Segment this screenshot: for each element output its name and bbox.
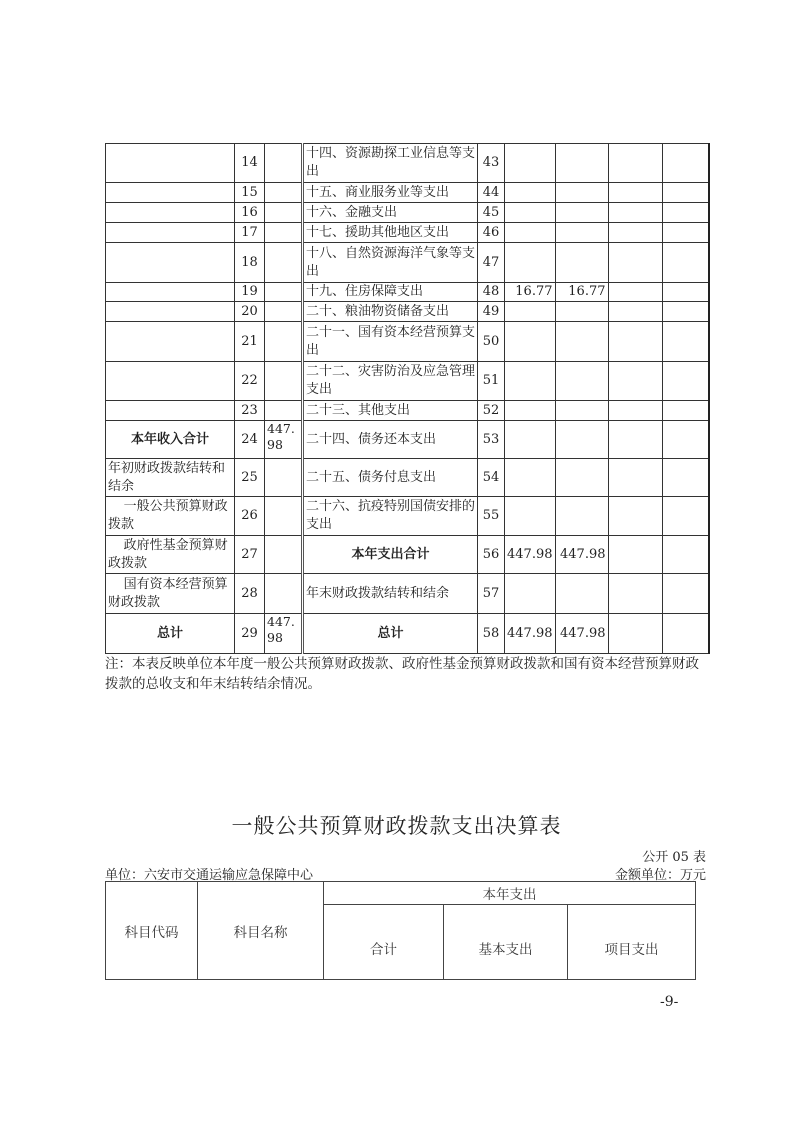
table-row <box>106 144 710 183</box>
expense-item-label: 二十六、抗疫特别国债安排的支出 <box>303 497 478 536</box>
header-total: 合计 <box>324 905 444 980</box>
expense-amount-col2 <box>555 203 608 223</box>
expense-amount-col2 <box>555 459 608 497</box>
expense-item-label: 总计 <box>303 614 478 654</box>
expense-amount-col2 <box>555 362 608 401</box>
expense-amount-col4 <box>662 203 709 223</box>
expense-item-label: 十五、商业服务业等支出 <box>303 183 478 203</box>
expense-item-label: 本年支出合计 <box>303 536 478 574</box>
expense-amount-col3 <box>608 362 662 401</box>
expense-item-label: 二十五、债务付息支出 <box>303 459 478 497</box>
expense-row-number: 48 <box>478 283 505 302</box>
unit-label: 单位：六安市交通运输应急保障中心 <box>105 868 314 883</box>
table-row <box>106 223 710 243</box>
expense-amount-col4 <box>662 421 709 459</box>
income-item-label <box>106 322 235 362</box>
income-amount <box>265 223 303 243</box>
expense-amount-col2 <box>555 243 608 283</box>
expense-row-number: 52 <box>478 401 505 421</box>
table-row <box>106 183 710 203</box>
expense-row-number: 57 <box>478 574 505 614</box>
income-amount <box>265 497 303 536</box>
income-amount: 447.98 <box>265 614 303 654</box>
table-row <box>106 459 710 497</box>
income-amount <box>265 459 303 497</box>
expense-amount-col2 <box>555 421 608 459</box>
table-row <box>106 203 710 223</box>
expense-item-label: 十六、金融支出 <box>303 203 478 223</box>
expense-row-number: 54 <box>478 459 505 497</box>
income-row-number: 17 <box>235 223 265 243</box>
income-item-label <box>106 362 235 401</box>
expense-amount-col3 <box>608 421 662 459</box>
expense-total-amount <box>505 497 556 536</box>
expense-amount-col4 <box>662 362 709 401</box>
expense-amount-col2 <box>555 574 608 614</box>
income-item-label <box>106 183 235 203</box>
expense-row-number: 49 <box>478 302 505 322</box>
expense-item-label: 二十、粮油物资储备支出 <box>303 302 478 322</box>
expense-row-number: 56 <box>478 536 505 574</box>
expense-total-amount <box>505 421 556 459</box>
income-row-number: 18 <box>235 243 265 283</box>
expense-amount-col4 <box>662 283 709 302</box>
income-amount <box>265 362 303 401</box>
expense-amount-col2 <box>555 223 608 243</box>
income-item-label: 一般公共预算财政拨款 <box>106 497 235 536</box>
header-group: 本年支出 <box>324 882 696 905</box>
expense-item-label: 十七、援助其他地区支出 <box>303 223 478 243</box>
income-row-number: 19 <box>235 283 265 302</box>
expense-total-amount <box>505 243 556 283</box>
expense-amount-col4 <box>662 322 709 362</box>
expense-amount-col2 <box>555 302 608 322</box>
expense-amount-col4 <box>662 536 709 574</box>
expense-total-amount: 447.98 <box>505 536 556 574</box>
expense-item-label: 年末财政拨款结转和结余 <box>303 574 478 614</box>
income-item-label <box>106 243 235 283</box>
header-project: 项目支出 <box>568 905 696 980</box>
income-expense-table <box>105 143 710 654</box>
expense-amount-col2: 447.98 <box>555 614 608 654</box>
expense-amount-col3 <box>608 459 662 497</box>
expense-row-number: 46 <box>478 223 505 243</box>
expense-total-amount <box>505 322 556 362</box>
expense-amount-col3 <box>608 144 662 183</box>
table-row <box>106 497 710 536</box>
page-number: -9- <box>660 994 679 1010</box>
expense-amount-col3 <box>608 322 662 362</box>
expenditure-header-table <box>105 881 696 980</box>
expense-amount-col4 <box>662 614 709 654</box>
table-row <box>106 283 710 302</box>
expense-row-number: 50 <box>478 322 505 362</box>
income-amount <box>265 203 303 223</box>
expense-total-amount: 447.98 <box>505 614 556 654</box>
expense-item-label: 二十二、灾害防治及应急管理支出 <box>303 362 478 401</box>
table-row <box>106 362 710 401</box>
expense-amount-col3 <box>608 401 662 421</box>
income-row-number: 24 <box>235 421 265 459</box>
expense-row-number: 43 <box>478 144 505 183</box>
expense-amount-col2 <box>555 183 608 203</box>
income-amount <box>265 536 303 574</box>
income-item-label <box>106 144 235 183</box>
income-item-label <box>106 302 235 322</box>
expense-row-number: 55 <box>478 497 505 536</box>
expense-row-number: 58 <box>478 614 505 654</box>
expense-amount-col2 <box>555 401 608 421</box>
header-basic: 基本支出 <box>444 905 568 980</box>
income-item-label: 国有资本经营预算财政拨款 <box>106 574 235 614</box>
income-item-label: 总计 <box>106 614 235 654</box>
income-row-number: 21 <box>235 322 265 362</box>
income-row-number: 28 <box>235 574 265 614</box>
expense-row-number: 45 <box>478 203 505 223</box>
expense-item-label: 二十一、国有资本经营预算支出 <box>303 322 478 362</box>
expense-amount-col2: 16.77 <box>555 283 608 302</box>
income-item-label <box>106 223 235 243</box>
form-number: 公开 05 表 <box>642 850 706 865</box>
expense-total-amount <box>505 203 556 223</box>
income-amount <box>265 322 303 362</box>
expense-total-amount <box>505 223 556 243</box>
expense-amount-col4 <box>662 183 709 203</box>
expense-total-amount <box>505 574 556 614</box>
table-note: 注：本表反映单位本年度一般公共预算财政拨款、政府性基金预算财政拨款和国有资本经营预算财政拨款的总收支和年末结转结余情况。 <box>105 656 699 692</box>
expense-amount-col2 <box>555 497 608 536</box>
expense-total-amount <box>505 144 556 183</box>
expense-amount-col3 <box>608 223 662 243</box>
income-amount <box>265 283 303 302</box>
page-title: 一般公共预算财政拨款支出决算表 <box>231 814 562 838</box>
expense-total-amount <box>505 183 556 203</box>
expense-amount-col3 <box>608 536 662 574</box>
income-row-number: 15 <box>235 183 265 203</box>
income-item-label: 政府性基金预算财政拨款 <box>106 536 235 574</box>
income-row-number: 22 <box>235 362 265 401</box>
expense-row-number: 47 <box>478 243 505 283</box>
income-row-number: 23 <box>235 401 265 421</box>
expense-item-label: 十八、自然资源海洋气象等支出 <box>303 243 478 283</box>
expense-item-label: 十九、住房保障支出 <box>303 283 478 302</box>
income-amount <box>265 183 303 203</box>
income-row-number: 26 <box>235 497 265 536</box>
table-row <box>106 536 710 574</box>
income-row-number: 25 <box>235 459 265 497</box>
expense-amount-col4 <box>662 574 709 614</box>
expense-amount-col4 <box>662 144 709 183</box>
expense-amount-col4 <box>662 459 709 497</box>
expense-amount-col4 <box>662 223 709 243</box>
income-item-label <box>106 283 235 302</box>
expense-item-label: 二十三、其他支出 <box>303 401 478 421</box>
income-amount <box>265 144 303 183</box>
expense-amount-col3 <box>608 243 662 283</box>
expense-total-amount: 16.77 <box>505 283 556 302</box>
table-row <box>106 614 710 654</box>
expense-amount-col3 <box>608 183 662 203</box>
income-row-number: 27 <box>235 536 265 574</box>
expense-total-amount <box>505 302 556 322</box>
income-row-number: 14 <box>235 144 265 183</box>
income-row-number: 20 <box>235 302 265 322</box>
expense-total-amount <box>505 362 556 401</box>
table-row <box>106 322 710 362</box>
expense-amount-col3 <box>608 283 662 302</box>
table-row <box>106 243 710 283</box>
header-name: 科目名称 <box>198 882 324 980</box>
table-row <box>106 401 710 421</box>
expense-row-number: 44 <box>478 183 505 203</box>
income-amount <box>265 401 303 421</box>
income-row-number: 29 <box>235 614 265 654</box>
income-amount <box>265 243 303 283</box>
income-item-label <box>106 203 235 223</box>
table-row <box>106 421 710 459</box>
expense-item-label: 十四、资源勘探工业信息等支出 <box>303 144 478 183</box>
income-amount: 447.98 <box>265 421 303 459</box>
expense-amount-col4 <box>662 302 709 322</box>
income-item-label <box>106 401 235 421</box>
expense-amount-col3 <box>608 302 662 322</box>
expense-amount-col3 <box>608 203 662 223</box>
expense-amount-col3 <box>608 497 662 536</box>
expense-amount-col4 <box>662 401 709 421</box>
expense-amount-col3 <box>608 614 662 654</box>
expense-row-number: 51 <box>478 362 505 401</box>
table-row <box>106 302 710 322</box>
income-amount <box>265 302 303 322</box>
expense-total-amount <box>505 459 556 497</box>
expense-amount-col2: 447.98 <box>555 536 608 574</box>
income-amount <box>265 574 303 614</box>
expense-amount-col4 <box>662 497 709 536</box>
expense-amount-col2 <box>555 322 608 362</box>
expense-amount-col3 <box>608 574 662 614</box>
expense-amount-col4 <box>662 243 709 283</box>
expense-amount-col2 <box>555 144 608 183</box>
income-item-label: 年初财政拨款结转和结余 <box>106 459 235 497</box>
income-item-label: 本年收入合计 <box>106 421 235 459</box>
expense-row-number: 53 <box>478 421 505 459</box>
amount-unit-label: 金额单位：万元 <box>614 868 706 883</box>
expense-item-label: 二十四、债务还本支出 <box>303 421 478 459</box>
expense-total-amount <box>505 401 556 421</box>
income-row-number: 16 <box>235 203 265 223</box>
header-code: 科目代码 <box>106 882 198 980</box>
table-row <box>106 574 710 614</box>
